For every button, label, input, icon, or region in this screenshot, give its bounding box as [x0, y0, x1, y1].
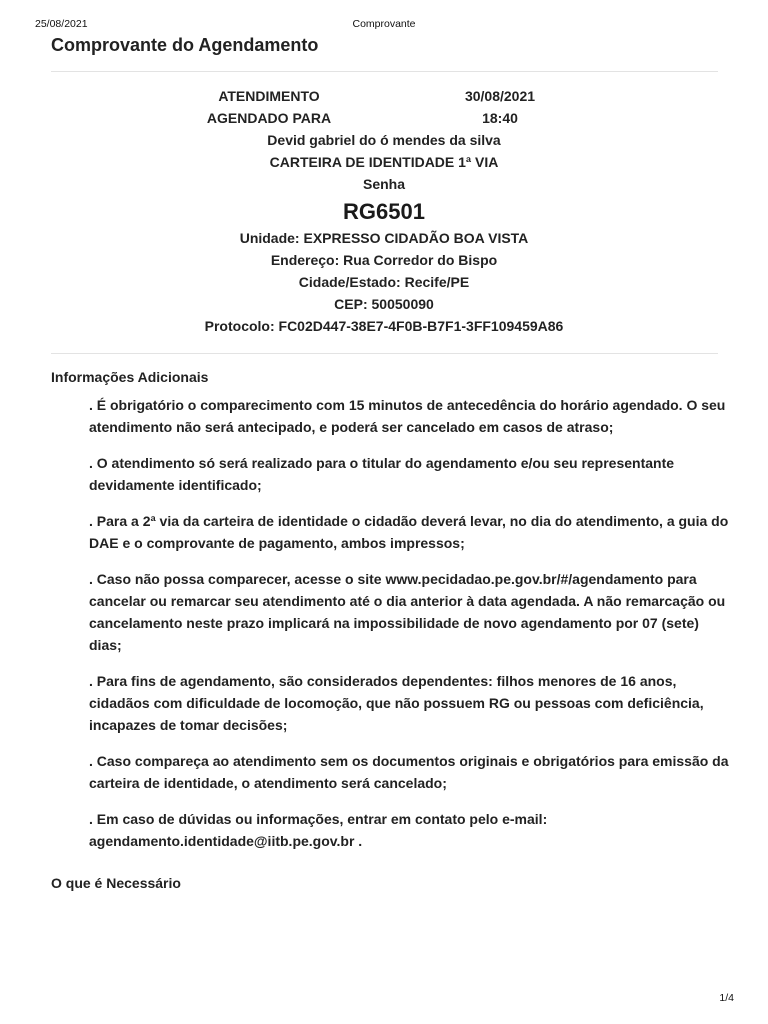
list-item: . Caso não possa comparecer, acesse o site www.pecidadao.pe.gov.br/#/agendamento para cancelar ou remarcar seu atendimento até o dia anterior à data agendada. A não remarcação ou cancelamento neste prazo implicará na impossibilidade de novo agendamento por 07 (sete) dias; — [89, 571, 726, 653]
print-header — [0, 18, 768, 32]
cep: CEP: 50050090 — [334, 296, 434, 312]
additional-info-heading: Informações Adicionais — [51, 369, 209, 385]
service-name: CARTEIRA DE IDENTIDADE 1ª VIA — [269, 154, 499, 170]
citizen-name: Devid gabriel do ó mendes da silva — [267, 132, 501, 148]
page-title: Comprovante do Agendamento — [51, 35, 319, 55]
list-item: . Em caso de dúvidas ou informações, entrar em contato pelo e-mail: agendamento.identidade@iitb.pe.gov.br . — [89, 811, 548, 849]
city-state: Cidade/Estado: Recife/PE — [298, 274, 470, 290]
page-number: 1/4 — [719, 992, 734, 1004]
list-item: . É obrigatório o comparecimento com 15 minutos de antecedência do horário agendado. O seu atendimento não será antecipado, e poderá ser cancelado em casos de atraso; — [89, 397, 726, 435]
additional-info-list — [89, 394, 729, 866]
protocol: Protocolo: FC02D447-38E7-4F0B-B7F1-3FF109459A86 — [204, 318, 564, 334]
list-item: . O atendimento só será realizado para o titular do agendamento e/ou seu representante devidamente identificado; — [89, 455, 675, 493]
senha-label: Senha — [362, 176, 405, 192]
list-item: . Caso compareça ao atendimento sem os documentos originais e obrigatórios para emissão da carteira de identidade, o atendimento será cancelado; — [89, 753, 729, 791]
appointment-date-row — [0, 88, 768, 108]
divider — [51, 71, 718, 72]
necessary-heading: O que é Necessário — [51, 875, 181, 891]
address: Endereço: Rua Corredor do Bispo — [270, 252, 498, 268]
print-title: Comprovante — [352, 18, 416, 30]
appointment-date: 30/08/2021 — [464, 88, 536, 104]
appointment-time: 18:40 — [482, 110, 518, 126]
scheduled-for-label: AGENDADO PARA — [206, 110, 332, 126]
appointment-label: ATENDIMENTO — [218, 88, 320, 104]
appointment-time-row — [0, 110, 768, 130]
senha-code: RG6501 — [343, 199, 425, 224]
list-item: . Para a 2ª via da carteira de identidade o cidadão deverá levar, no dia do atendimento, a guia do DAE e o comprovante de pagamento, ambos impressos; — [89, 513, 729, 551]
divider — [51, 353, 718, 354]
print-date: 25/08/2021 — [35, 18, 88, 30]
list-item: . Para fins de agendamento, são considerados dependentes: filhos menores de 16 anos, cidadãos com dificuldade de locomoção, que não possuem RG ou pessoas com deficiência, incapazes de tomar decisões; — [89, 673, 704, 733]
unit: Unidade: EXPRESSO CIDADÃO BOA VISTA — [239, 230, 529, 246]
